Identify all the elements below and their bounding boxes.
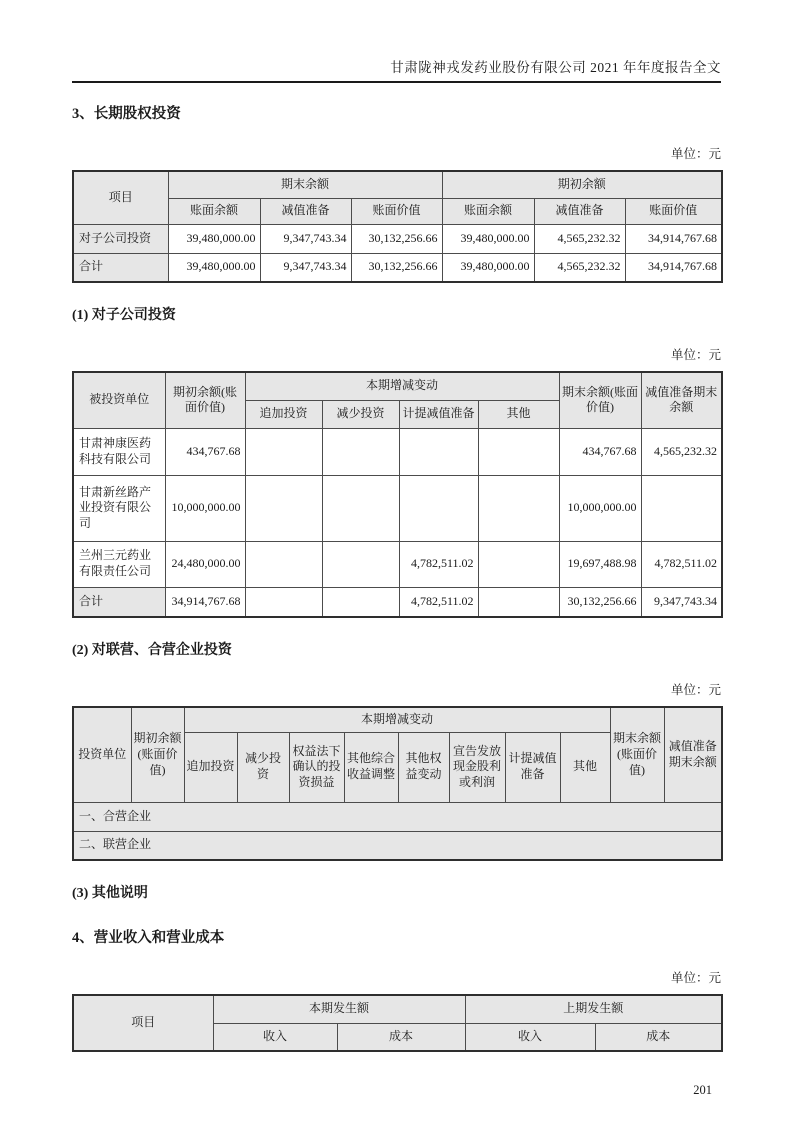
column-header-reduced-investment: 减少投资	[322, 400, 399, 428]
row-label: 对子公司投资	[73, 224, 168, 253]
row-label-total: 合计	[73, 587, 165, 617]
cell-value: 39,480,000.00	[168, 253, 260, 282]
subsidiary-investment-table	[72, 371, 723, 618]
column-group-ending-balance: 期末余额	[168, 171, 442, 198]
unit-label-1: 单位：元	[670, 147, 721, 161]
column-header-beginning-balance: 期初余额(账面价值)	[131, 707, 184, 802]
column-header-additional-investment: 追加投资	[245, 400, 322, 428]
cell-value	[478, 475, 559, 541]
cell-value: 434,767.68	[165, 428, 245, 475]
table-row-total	[73, 587, 722, 617]
cell-value	[245, 475, 322, 541]
column-header-impairment: 减值准备	[260, 198, 351, 224]
column-header-revenue: 收入	[213, 1023, 337, 1051]
section-heading-joint-venture-investment: (2) 对联营、合营企业投资	[72, 643, 232, 658]
cell-value	[245, 587, 322, 617]
table-row-sanyuan	[73, 541, 722, 587]
column-header-ending-balance: 期末余额(账面价值)	[610, 707, 664, 802]
column-header-revenue: 收入	[465, 1023, 595, 1051]
cell-value	[322, 428, 399, 475]
column-header-ending-balance: 期末余额(账面价值)	[559, 372, 641, 428]
section-heading-subsidiary-investment: (1) 对子公司投资	[72, 308, 176, 323]
cell-value: 39,480,000.00	[442, 253, 534, 282]
page-number: 201	[693, 1083, 712, 1097]
column-header-book-balance: 账面余额	[442, 198, 534, 224]
column-header-impairment-ending: 减值准备期末余额	[664, 707, 722, 802]
table-row-total	[73, 253, 722, 282]
column-header-other: 其他	[560, 732, 610, 802]
column-header-equity-method-pl: 权益法下确认的投资损益	[289, 732, 344, 802]
cell-value: 4,782,511.02	[641, 541, 722, 587]
table-row-shenkang	[73, 428, 722, 475]
table-row-xinsilu	[73, 475, 722, 541]
column-header-reduced-investment: 减少投资	[237, 732, 289, 802]
cell-value	[478, 587, 559, 617]
cell-value: 30,132,256.66	[351, 253, 442, 282]
cell-value: 34,914,767.68	[625, 224, 722, 253]
cell-value	[245, 428, 322, 475]
cell-value: 10,000,000.00	[559, 475, 641, 541]
table-header-row	[73, 707, 722, 732]
table-row-joint-ventures	[73, 802, 722, 831]
column-header-impairment-ending: 减值准备期末余额	[641, 372, 722, 428]
cell-value	[641, 475, 722, 541]
section-heading-long-term-equity: 3、长期股权投资	[72, 106, 181, 122]
column-header-other-equity-change: 其他权益变动	[398, 732, 449, 802]
table-row-subsidiary-investment	[73, 224, 722, 253]
unit-label-2: 单位：元	[670, 348, 721, 362]
table-row-associates	[73, 831, 722, 860]
cell-value	[322, 587, 399, 617]
table-header-row	[73, 171, 722, 198]
cell-value: 4,782,511.02	[399, 541, 478, 587]
cell-value	[322, 475, 399, 541]
cell-value: 39,480,000.00	[442, 224, 534, 253]
joint-venture-investment-table	[72, 706, 723, 861]
column-header-investor: 投资单位	[73, 707, 131, 802]
column-header-beginning-balance: 期初余额(账面价值)	[165, 372, 245, 428]
column-header-declared-dividends: 宣告发放现金股利或利润	[449, 732, 505, 802]
cell-value: 10,000,000.00	[165, 475, 245, 541]
column-header-book-balance: 账面余额	[168, 198, 260, 224]
column-header-item: 项目	[73, 995, 213, 1051]
unit-label-4: 单位：元	[670, 971, 721, 985]
cell-value: 34,914,767.68	[625, 253, 722, 282]
column-header-item: 项目	[73, 171, 168, 224]
column-group-beginning-balance: 期初余额	[442, 171, 722, 198]
cell-value	[478, 541, 559, 587]
unit-label-3: 单位：元	[670, 683, 721, 697]
cell-value: 434,767.68	[559, 428, 641, 475]
cell-value	[399, 428, 478, 475]
column-header-impairment-provision: 计提减值准备	[505, 732, 560, 802]
cell-value: 4,565,232.32	[641, 428, 722, 475]
cell-value: 4,782,511.02	[399, 587, 478, 617]
column-header-impairment-provision: 计提减值准备	[399, 400, 478, 428]
column-header-additional-investment: 追加投资	[184, 732, 237, 802]
cell-value	[478, 428, 559, 475]
revenue-cost-table	[72, 994, 723, 1052]
cell-value: 4,565,232.32	[534, 253, 625, 282]
column-group-period-change: 本期增减变动	[184, 707, 610, 732]
cell-value: 9,347,743.34	[641, 587, 722, 617]
row-label-company: 甘肃神康医药科技有限公司	[73, 428, 165, 475]
cell-value: 30,132,256.66	[351, 224, 442, 253]
row-label-total: 合计	[73, 253, 168, 282]
table-header-row	[73, 995, 722, 1023]
cell-value: 9,347,743.34	[260, 253, 351, 282]
cell-value: 24,480,000.00	[165, 541, 245, 587]
cell-value: 39,480,000.00	[168, 224, 260, 253]
report-header-title: 甘肃陇神戎发药业股份有限公司 2021 年年度报告全文	[72, 0, 721, 83]
cell-value	[322, 541, 399, 587]
table-subheader-row	[73, 198, 722, 224]
cell-value: 9,347,743.34	[260, 224, 351, 253]
section-heading-other-notes: (3) 其他说明	[72, 886, 148, 901]
column-group-current-period: 本期发生额	[213, 995, 465, 1023]
cell-value: 34,914,767.68	[165, 587, 245, 617]
table-header-row	[73, 372, 722, 400]
column-header-impairment: 减值准备	[534, 198, 625, 224]
row-label-company: 兰州三元药业有限责任公司	[73, 541, 165, 587]
column-header-other: 其他	[478, 400, 559, 428]
column-header-book-value: 账面价值	[351, 198, 442, 224]
cell-value: 4,565,232.32	[534, 224, 625, 253]
column-header-oci-adjustment: 其他综合收益调整	[344, 732, 398, 802]
row-label-joint-ventures: 一、合营企业	[73, 802, 722, 831]
column-header-investee: 被投资单位	[73, 372, 165, 428]
column-header-book-value: 账面价值	[625, 198, 722, 224]
section-heading-revenue-cost: 4、营业收入和营业成本	[72, 930, 225, 946]
cell-value: 19,697,488.98	[559, 541, 641, 587]
cell-value: 30,132,256.66	[559, 587, 641, 617]
row-label-company: 甘肃新丝路产业投资有限公司	[73, 475, 165, 541]
long-term-equity-summary-table	[72, 170, 723, 283]
column-header-cost: 成本	[337, 1023, 465, 1051]
column-group-prior-period: 上期发生额	[465, 995, 722, 1023]
cell-value	[245, 541, 322, 587]
cell-value	[399, 475, 478, 541]
row-label-associates: 二、联营企业	[73, 831, 722, 860]
page-content	[72, 0, 721, 1098]
column-group-period-change: 本期增减变动	[245, 372, 559, 400]
column-header-cost: 成本	[595, 1023, 722, 1051]
